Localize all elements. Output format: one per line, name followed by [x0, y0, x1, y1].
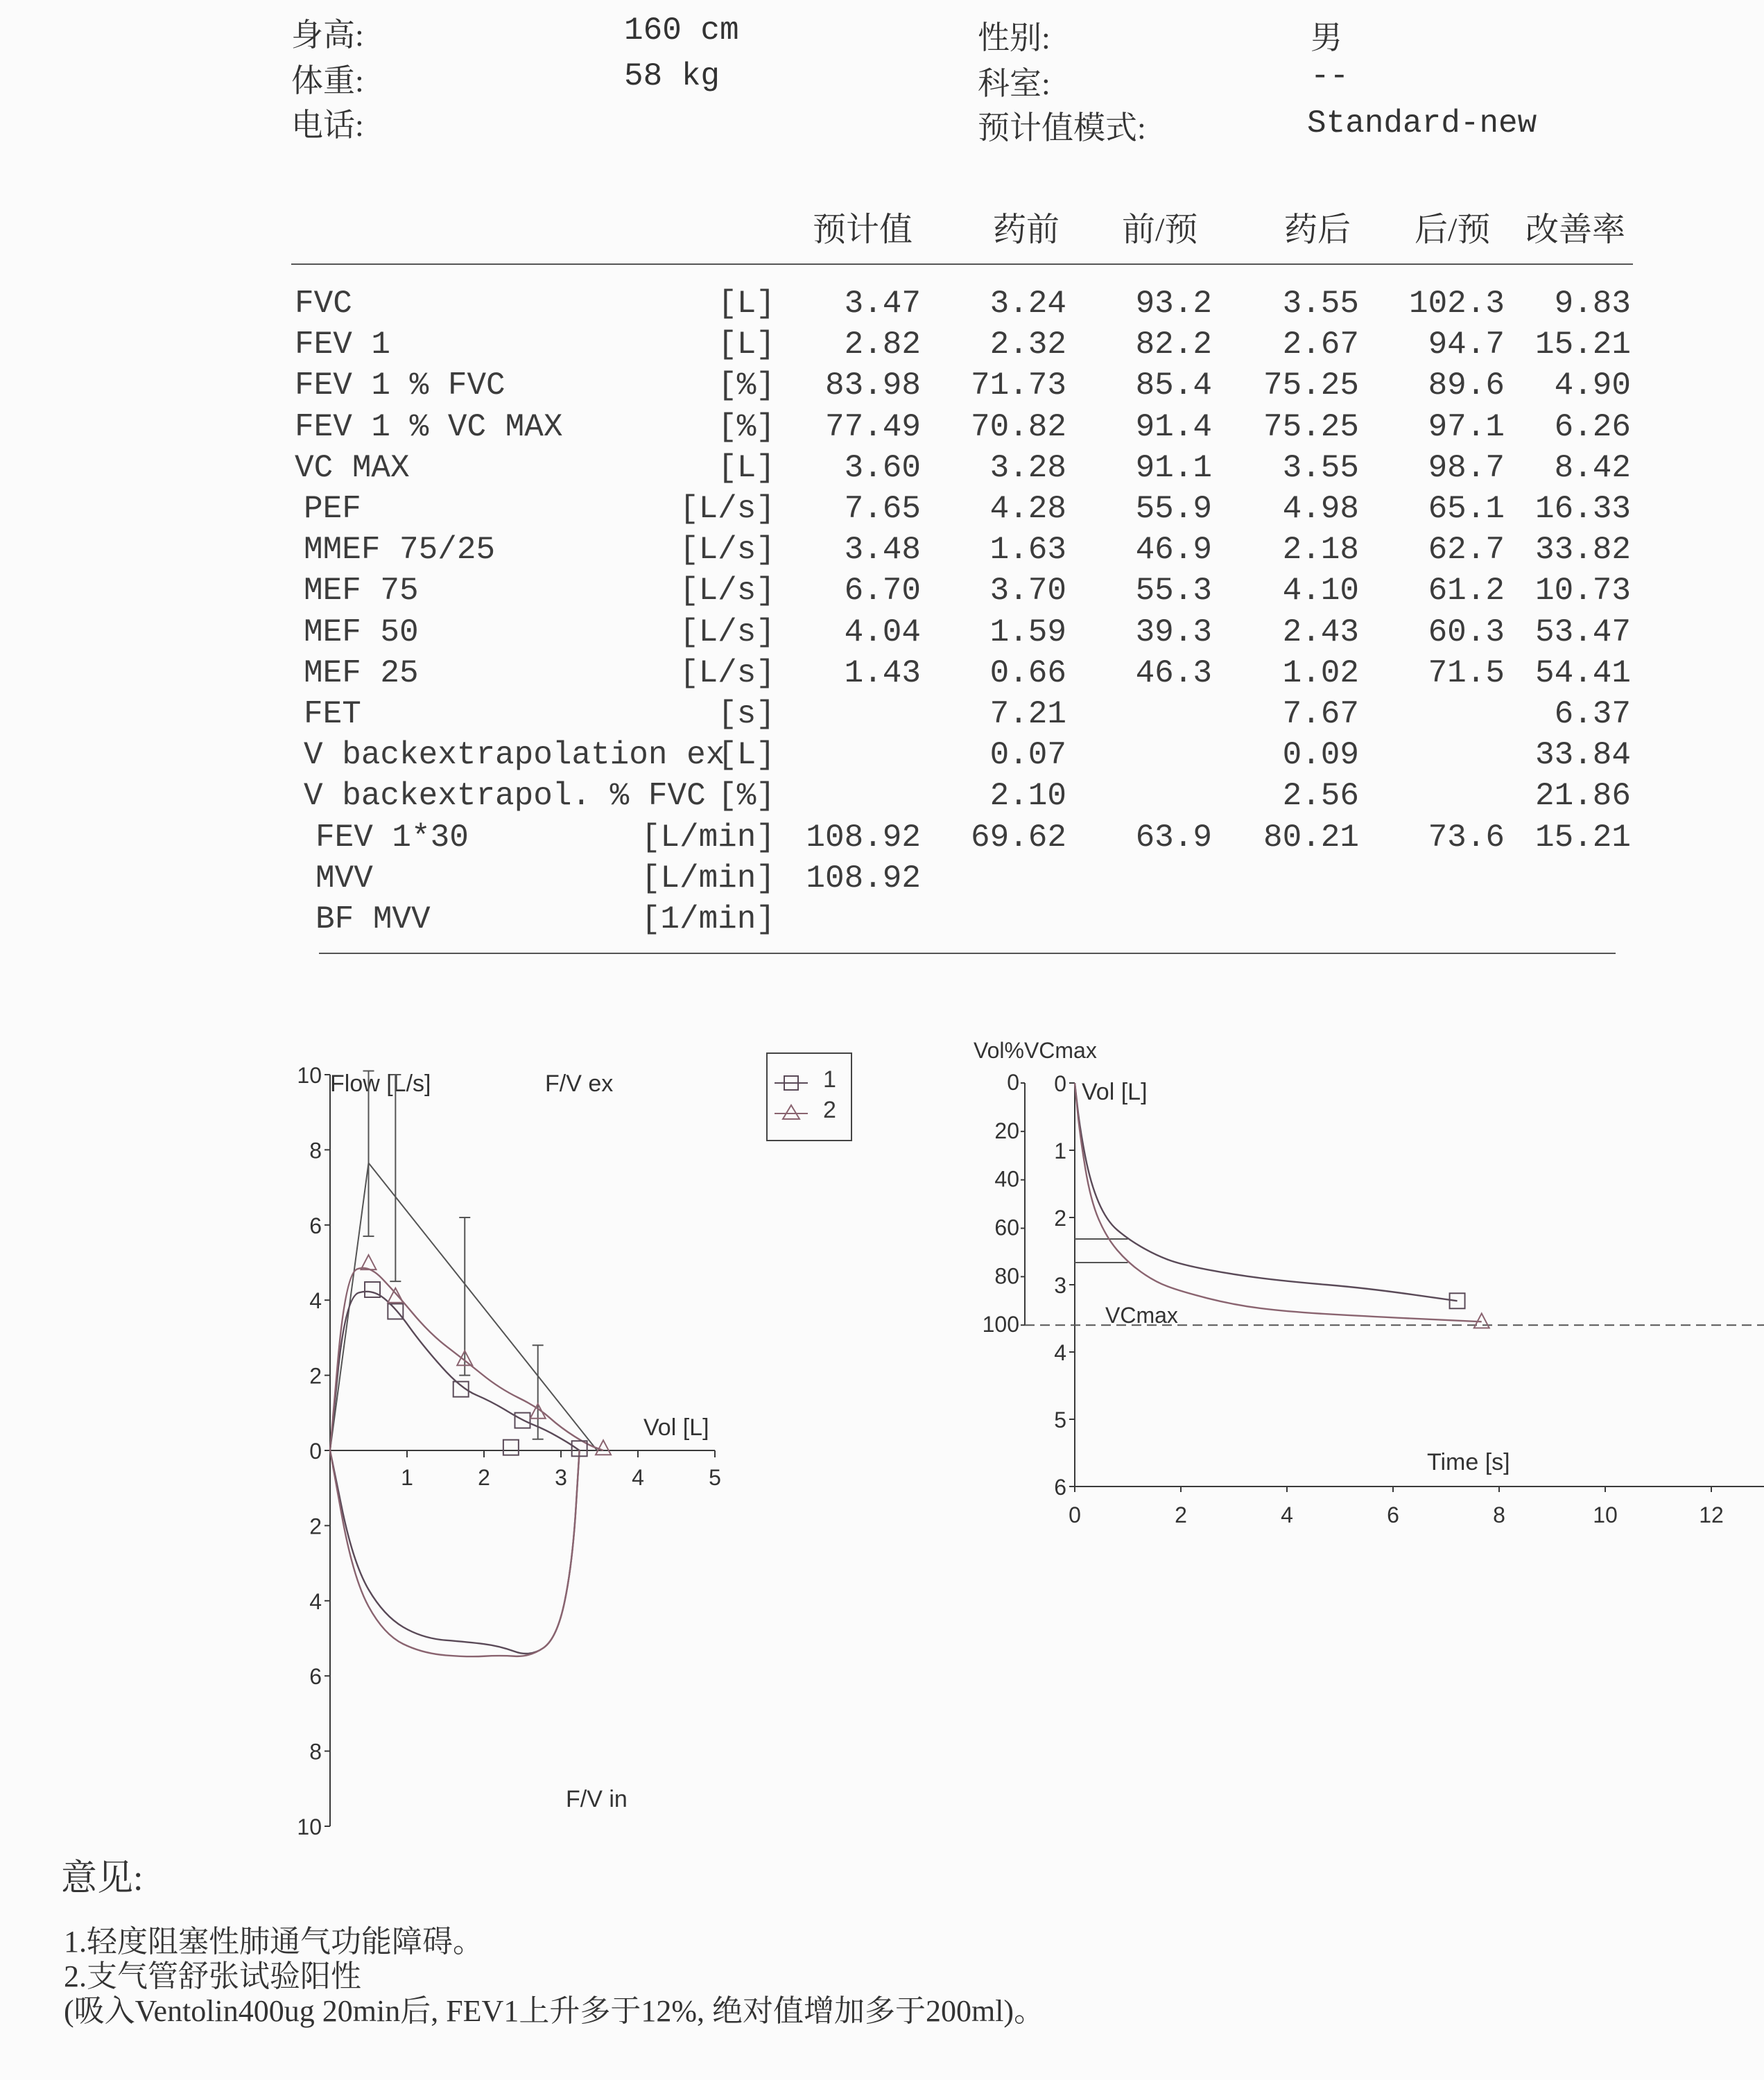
row-parameter: V backextrapol. % FVC [304, 778, 706, 815]
table-top-rule [291, 263, 1633, 265]
row-unit: [L/min] [641, 819, 775, 856]
cell-pre-pct: 55.9 [1135, 491, 1212, 527]
cell-pre-pct: 55.3 [1135, 573, 1212, 609]
row-unit: [%] [718, 778, 775, 815]
cell-post: 2.18 [1282, 532, 1359, 569]
cell-improvement: 8.42 [1554, 449, 1631, 486]
legend-label-2: 2 [823, 1097, 836, 1123]
sex-value: 男 [1311, 20, 1342, 55]
pct-tick-label: 40 [994, 1166, 1019, 1192]
row-parameter: PEF [304, 491, 361, 527]
row-parameter: MEF 50 [304, 614, 419, 650]
cell-post: 2.67 [1282, 327, 1359, 363]
height-label: 身高: [291, 17, 364, 53]
opinion-line-2: 2.支气管舒张试验阳性 [64, 1959, 361, 1993]
x-tick-label: 1 [401, 1465, 413, 1490]
cell-post: 3.55 [1282, 449, 1359, 486]
time-axis-title: Time [s] [1427, 1449, 1510, 1475]
table-row [0, 491, 1764, 531]
row-parameter: MVV [315, 860, 373, 896]
col-header-pre-pct: 前/预 [1122, 211, 1198, 248]
col-header-pre: 药前 [993, 211, 1060, 248]
table-bottom-rule [319, 953, 1616, 954]
cell-post: 75.25 [1263, 408, 1359, 445]
row-parameter: FEV 1 % FVC [295, 367, 505, 404]
predict-mode-label: 预计值模式: [978, 110, 1146, 146]
cell-improvement: 15.21 [1534, 327, 1631, 363]
row-parameter: BF MVV [315, 901, 431, 937]
legend-triangle-marker [783, 1105, 799, 1119]
cell-post-pct: 73.6 [1428, 819, 1505, 856]
y-tick-label: 8 [309, 1138, 322, 1163]
table-row [0, 820, 1764, 860]
row-parameter: MEF 75 [304, 573, 419, 609]
table-row [0, 696, 1764, 736]
cell-pre-pct: 82.2 [1135, 327, 1212, 363]
cell-post: 3.55 [1282, 286, 1359, 322]
opinion-title: 意见: [61, 1859, 144, 1898]
cell-pre: 0.66 [989, 655, 1066, 691]
cell-improvement: 33.84 [1534, 737, 1631, 774]
y-tick-label: 6 [309, 1664, 322, 1690]
vol-tick-label: 3 [1054, 1273, 1066, 1298]
cell-predicted: 77.49 [824, 408, 921, 445]
row-unit: [L] [718, 286, 775, 322]
cell-improvement: 16.33 [1534, 491, 1631, 527]
y-tick-label: 6 [309, 1213, 322, 1238]
dept-label: 科室: [978, 66, 1050, 101]
x-tick-label: 5 [709, 1465, 721, 1490]
cell-pre: 4.28 [989, 491, 1066, 527]
cell-post-pct: 97.1 [1428, 408, 1505, 445]
table-row [0, 327, 1764, 367]
cell-predicted: 2.82 [844, 327, 921, 363]
cell-predicted: 108.92 [806, 860, 921, 896]
cell-predicted: 108.92 [806, 819, 921, 856]
flow-volume-chart [263, 1040, 874, 1844]
sex-label: 性别: [978, 20, 1050, 55]
vol-tick-label: 2 [1054, 1206, 1066, 1231]
row-unit: [L/s] [679, 532, 775, 569]
predicted-envelope [330, 1163, 597, 1450]
y-tick-label: 2 [309, 1514, 322, 1539]
table-row [0, 532, 1764, 572]
time-tick-label: 0 [1069, 1502, 1081, 1527]
cell-pre: 1.59 [989, 614, 1066, 650]
series-1-expiratory-curve [330, 1292, 580, 1450]
cell-pre: 3.28 [989, 449, 1066, 486]
y-tick-label: 4 [309, 1288, 322, 1314]
cell-pre-pct: 39.3 [1135, 614, 1212, 650]
cell-post: 2.43 [1282, 614, 1359, 650]
time-tick-label: 2 [1175, 1502, 1187, 1527]
cell-post: 80.21 [1263, 819, 1359, 856]
pct-tick-label: 0 [1007, 1070, 1019, 1095]
col-header-post: 药后 [1284, 211, 1351, 248]
cell-post-pct: 94.7 [1428, 327, 1505, 363]
cell-post: 2.56 [1282, 778, 1359, 815]
table-row [0, 573, 1764, 613]
cell-pre: 2.10 [989, 778, 1066, 815]
cell-post-pct: 60.3 [1428, 614, 1505, 650]
cell-post-pct: 61.2 [1428, 573, 1505, 609]
cell-post-pct: 102.3 [1408, 286, 1505, 322]
cell-improvement: 54.41 [1534, 655, 1631, 691]
vol-axis-title: Vol [L] [1082, 1079, 1148, 1105]
cell-pre: 3.70 [989, 573, 1066, 609]
dept-value: -- [1311, 58, 1349, 94]
cell-post: 4.98 [1282, 491, 1359, 527]
cell-predicted: 6.70 [844, 573, 921, 609]
triangle-marker [596, 1440, 611, 1455]
row-unit: [L] [718, 449, 775, 486]
cell-post: 75.25 [1263, 367, 1359, 404]
cell-pre: 3.24 [989, 286, 1066, 322]
cell-predicted: 83.98 [824, 367, 921, 404]
cell-improvement: 6.37 [1554, 696, 1631, 732]
legend-label-1: 1 [823, 1066, 836, 1093]
cell-pre-pct: 85.4 [1135, 367, 1212, 404]
row-parameter: FET [304, 696, 361, 732]
table-row [0, 860, 1764, 901]
predict-mode-value: Standard-new [1307, 105, 1537, 141]
weight-value: 58 kg [624, 58, 720, 94]
cell-predicted: 4.04 [844, 614, 921, 650]
col-header-post-pct: 后/预 [1415, 211, 1491, 248]
cell-post-pct: 65.1 [1428, 491, 1505, 527]
row-unit: [L/s] [679, 573, 775, 609]
inspiratory-label: F/V in [566, 1786, 628, 1812]
table-row [0, 367, 1764, 408]
row-parameter: VC MAX [295, 449, 410, 486]
vol-tick-label: 6 [1054, 1475, 1066, 1500]
row-unit: [L] [718, 327, 775, 363]
pct-tick-label: 60 [994, 1215, 1019, 1240]
x-axis-title: Vol [L] [643, 1414, 709, 1441]
x-tick-label: 4 [632, 1465, 644, 1490]
cell-pre-pct: 91.4 [1135, 408, 1212, 445]
cell-improvement: 6.26 [1554, 408, 1631, 445]
table-row [0, 450, 1764, 490]
row-parameter: V backextrapolation ex [304, 737, 725, 774]
series-1-volume-curve [1075, 1083, 1458, 1301]
row-parameter: MMEF 75/25 [304, 532, 496, 569]
cell-predicted: 1.43 [844, 655, 921, 691]
row-unit: [L] [718, 737, 775, 774]
cell-predicted: 7.65 [844, 491, 921, 527]
cell-post-pct: 89.6 [1428, 367, 1505, 404]
row-unit: [s] [718, 696, 775, 732]
table-row [0, 286, 1764, 326]
opinion-line-1: 1.轻度阻塞性肺通气功能障碍。 [64, 1925, 483, 1959]
row-unit: [L/s] [679, 614, 775, 650]
cell-improvement: 53.47 [1534, 614, 1631, 650]
pct-tick-label: 80 [994, 1263, 1019, 1289]
cell-pre: 1.63 [989, 532, 1066, 569]
table-row [0, 614, 1764, 655]
row-parameter: FEV 1 [295, 327, 391, 363]
cell-post-pct: 62.7 [1428, 532, 1505, 569]
time-tick-label: 4 [1281, 1502, 1293, 1527]
time-tick-label: 12 [1699, 1502, 1724, 1527]
chart-legend [766, 1052, 852, 1141]
pct-tick-label: 100 [982, 1312, 1019, 1337]
cell-pre: 0.07 [989, 737, 1066, 774]
time-tick-label: 10 [1593, 1502, 1618, 1527]
cell-pre: 7.21 [989, 696, 1066, 732]
cell-post-pct: 71.5 [1428, 655, 1505, 691]
vol-tick-label: 4 [1054, 1340, 1066, 1365]
cell-predicted: 3.48 [844, 532, 921, 569]
y-axis-title: Flow [L/s] [330, 1071, 431, 1097]
row-parameter: MEF 25 [304, 655, 419, 691]
cell-pre: 70.82 [970, 408, 1066, 445]
row-unit: [L/min] [641, 860, 775, 896]
y-tick-label: 4 [309, 1588, 322, 1614]
row-unit: [%] [718, 408, 775, 445]
x-tick-label: 3 [555, 1465, 567, 1490]
cell-pre-pct: 93.2 [1135, 286, 1212, 322]
cell-pre: 2.32 [989, 327, 1066, 363]
cell-post-pct: 98.7 [1428, 449, 1505, 486]
time-tick-label: 8 [1493, 1502, 1505, 1527]
cell-pre: 69.62 [970, 819, 1066, 856]
cell-improvement: 33.82 [1534, 532, 1631, 569]
square-marker [503, 1440, 519, 1455]
cell-predicted: 3.47 [844, 286, 921, 322]
row-unit: [1/min] [641, 901, 775, 937]
row-parameter: FEV 1 % VC MAX [295, 408, 563, 445]
col-header-predicted: 预计值 [813, 211, 913, 248]
x-tick-label: 2 [478, 1465, 490, 1490]
cell-pre: 71.73 [970, 367, 1066, 404]
row-unit: [L/s] [679, 655, 775, 691]
cell-post: 4.10 [1282, 573, 1359, 609]
vcmax-label: VCmax [1105, 1303, 1178, 1328]
series-1-inspiratory-curve [330, 1450, 580, 1654]
y-tick-label: 10 [297, 1814, 322, 1839]
cell-improvement: 15.21 [1534, 819, 1631, 856]
y-tick-label: 8 [309, 1739, 322, 1765]
cell-pre-pct: 46.9 [1135, 532, 1212, 569]
cell-post: 7.67 [1282, 696, 1359, 732]
vol-tick-label: 1 [1054, 1138, 1066, 1163]
cell-pre-pct: 46.3 [1135, 655, 1212, 691]
cell-improvement: 9.83 [1554, 286, 1631, 322]
cell-improvement: 10.73 [1534, 573, 1631, 609]
cell-pre-pct: 91.1 [1135, 449, 1212, 486]
vol-tick-label: 5 [1054, 1407, 1066, 1432]
row-parameter: FVC [295, 286, 352, 322]
table-row [0, 655, 1764, 695]
cell-improvement: 21.86 [1534, 778, 1631, 815]
opinion-line-3: (吸入Ventolin400ug 20min后, FEV1上升多于12%, 绝对值增加多于200ml)。 [64, 1994, 1045, 2028]
cell-improvement: 4.90 [1554, 367, 1631, 404]
phone-label: 电话: [291, 107, 364, 143]
pct-axis-title: Vol%VCmax [974, 1038, 1097, 1063]
table-row [0, 737, 1764, 777]
cell-post: 0.09 [1282, 737, 1359, 774]
row-parameter: FEV 1*30 [315, 819, 469, 856]
y-tick-label: 10 [297, 1063, 322, 1088]
pct-tick-label: 20 [994, 1118, 1019, 1143]
series-2-inspiratory-curve [330, 1450, 580, 1656]
time-tick-label: 6 [1387, 1502, 1399, 1527]
row-unit: [%] [718, 367, 775, 404]
col-header-improvement: 改善率 [1525, 211, 1626, 248]
row-unit: [L/s] [679, 491, 775, 527]
y-tick-label: 0 [309, 1439, 322, 1464]
series-2-volume-curve [1075, 1083, 1482, 1321]
weight-label: 体重: [291, 63, 364, 98]
height-value: 160 cm [624, 12, 739, 49]
chart-title: F/V ex [545, 1071, 614, 1097]
cell-predicted: 3.60 [844, 449, 921, 486]
table-row [0, 409, 1764, 449]
table-row [0, 901, 1764, 942]
y-tick-label: 2 [309, 1363, 322, 1389]
series-2-expiratory-curve [330, 1268, 603, 1450]
table-row [0, 778, 1764, 818]
volume-time-chart [957, 1033, 1764, 1546]
cell-post: 1.02 [1282, 655, 1359, 691]
vol-tick-label: 0 [1054, 1071, 1066, 1096]
cell-pre-pct: 63.9 [1135, 819, 1212, 856]
